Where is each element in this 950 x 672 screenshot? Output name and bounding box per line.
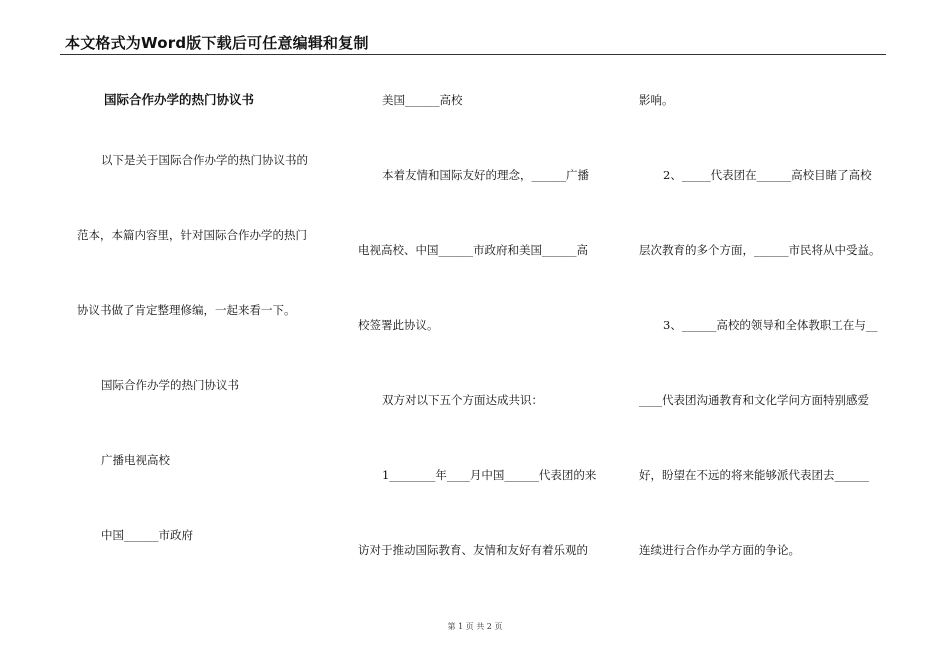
text-line: 好，盼望在不远的将来能够派代表团去______ bbox=[639, 468, 869, 482]
text-line: 协议书做了肯定整理修编，一起来看一下。 bbox=[77, 303, 296, 317]
text-line: 双方对以下五个方面达成共识： bbox=[382, 393, 543, 407]
text-line: 以下是关于国际合作办学的热门协议书的 bbox=[101, 153, 308, 167]
text-line: 本着友情和国际友好的理念，______广播 bbox=[382, 168, 589, 182]
text-line: 连续进行合作办学方面的争论。 bbox=[639, 543, 800, 557]
page-number: 第 1 页 共 2 页 bbox=[447, 622, 503, 631]
text-line: 中国______市政府 bbox=[101, 528, 193, 542]
text-line: 校签署此协议。 bbox=[358, 318, 439, 332]
text-line: 访对于推动国际教育、友情和友好有着乐观的 bbox=[358, 543, 588, 557]
text-line: 3、______高校的领导和全体教职工在与__ bbox=[663, 318, 878, 332]
document-banner: 本文格式为Word版下载后可任意编辑和复制 bbox=[65, 34, 369, 52]
text-line: 国际合作办学的热门协议书 bbox=[101, 378, 239, 392]
text-line: 广播电视高校 bbox=[101, 453, 170, 467]
text-line: 范本，本篇内容里，针对国际合作办学的热门 bbox=[77, 228, 307, 242]
text-line: 电视高校、中国______市政府和美国______高 bbox=[358, 243, 588, 257]
text-line: 1________年____月中国______代表团的来 bbox=[382, 468, 597, 482]
text-line: 层次教育的多个方面，______市民将从中受益。 bbox=[639, 243, 881, 257]
document-title: 国际合作办学的热门协议书 bbox=[104, 92, 255, 107]
text-line: ____代表团沟通教育和文化学问方面特别感爱 bbox=[639, 393, 869, 407]
text-line: 美国______高校 bbox=[382, 93, 463, 107]
text-line: 影响。 bbox=[639, 93, 674, 107]
text-line: 2、_____代表团在______高校目睹了高校 bbox=[663, 168, 872, 182]
header-divider bbox=[60, 54, 886, 55]
